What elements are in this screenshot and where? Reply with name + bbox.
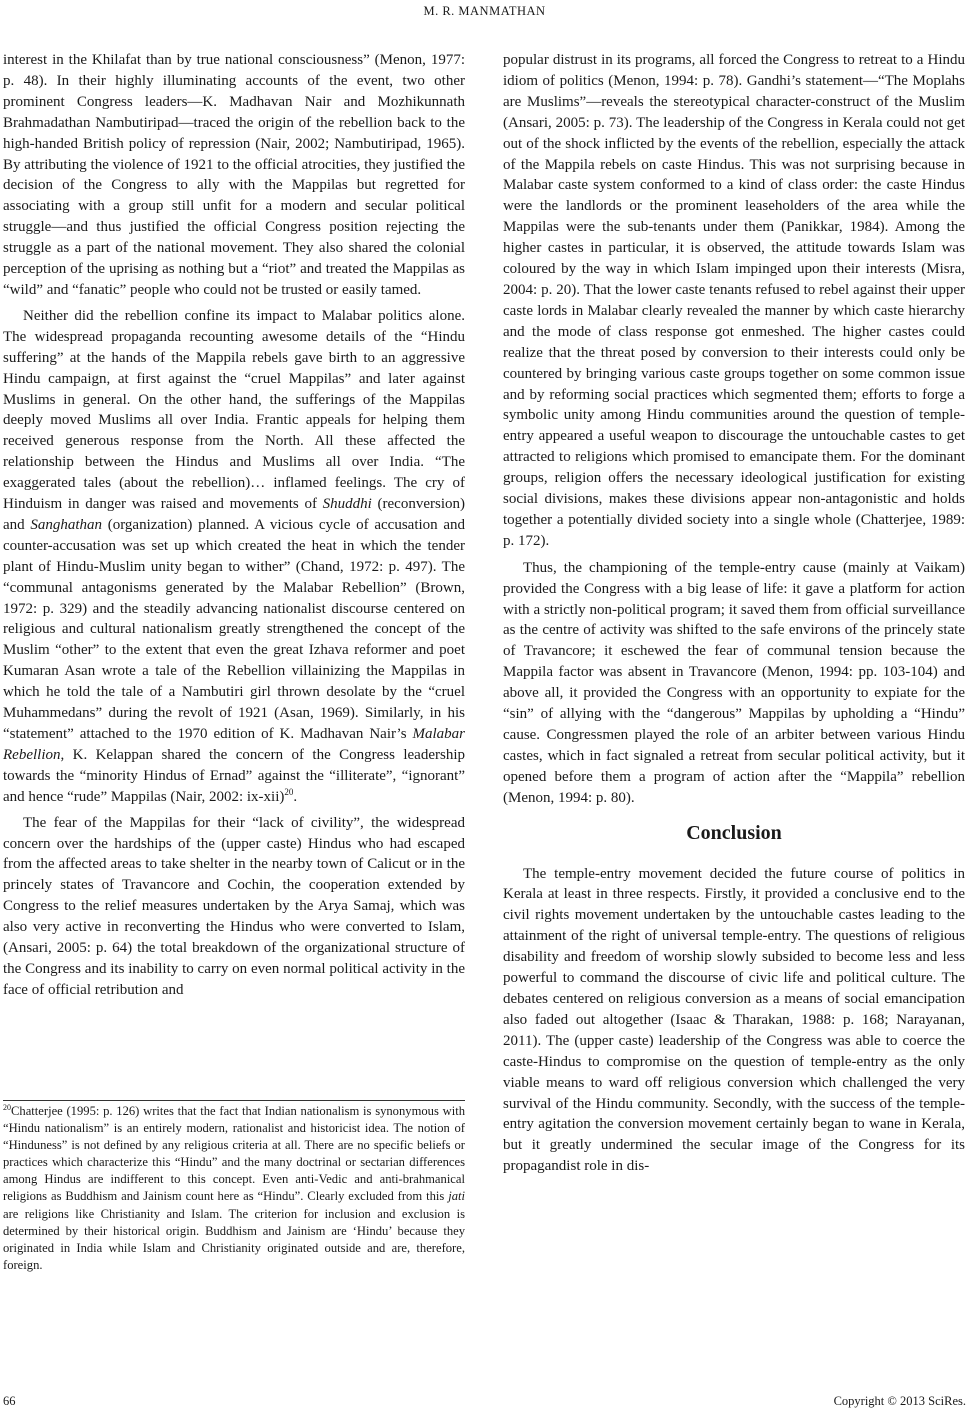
left-column [3,50,465,1001]
page-number: 66 [3,1394,16,1408]
paragraph: Thus, the championing of the temple-entry cause (mainly at Vaikam) provided the Congress with a big lease of life: it gave a platform for action with a strictly non-political program; it saved them from official surveillance as the centre of activity was shifted to the safe environs of the princely state of Travancore; it eschewed the fear of communal tension because the Mappila factor was absent in Travancore (Menon, 1994: pp. 103-104) and above all, it provided the Congress with an opportunity to expiate for the “sin” of allying with the “dangerous” Mappilas by upholding a “Hindu” cause. Congressmen played the role of an arbiter between various Hindu castes, which in fact signaled a retreat from secular political activity, but it opened before them a program of action after the “Mappila” rebellion (Menon, 1994: p. 80). [503,559,965,806]
book-title: Malabar Rebellion [3,726,465,763]
footnote-divider [3,1100,465,1101]
paragraph: The temple-entry movement decided the future course of politics in Kerala at least in three respects. Firstly, it provided a conclusive end to the civil rights movement undertaken by the untouchable castes leading to the attainment of the right of universal temple-entry. The questions of religious disability and freedom of worship slowly subsided to become less and less powerful to command the discourse of civic life and political culture. The debates centered on religious conversion as a means of social emancipation also faded out altogether (Isaac & Tharakan, 1988: p. 168; Narayanan, 2011). The (upper caste) leadership of the Congress was able to coerce the caste-Hindus to compromise on the question of temple-entry as the only viable means to ward off religious conversion which challenged the very survival of the Hindu community. Secondly, with the success of the temple-entry agitation the conversion movement certainly began to wane in Kerala, but it greatly undermined the secular image of the Congress for its propagandist role in dis- [503,865,965,1175]
copyright-notice: Copyright © 2013 SciRes. [833,1394,966,1408]
running-header: M. R. MANMATHAN [423,4,546,18]
section-heading: Conclusion [686,821,782,844]
paragraph: The fear of the Mappilas for their “lack of civility”, the widespread concern over the hardships of the (upper caste) Hindus who had escaped from the affected areas to take shelter in the nearby town of Calicut or in the princely states of Travancore and Cochin, the cooperation extended by Congress to the relief measures undertaken by the Arya Samaj, which was also very active in reconverting the Hindus who were converted to Islam, (Ansari, 2005: p. 64) the total breakdown of the organizational structure of the Congress and its inability to carry on even normal political activity in the face of official retribution and [3,814,465,998]
text-run: . [293,788,298,805]
footnote-number: 20 [3,1102,11,1112]
footnote-reference[interactable]: 20 [284,786,294,797]
text-run: (reconversion) and [3,496,465,533]
italic-term: Sanghathan [30,516,103,533]
text-run: Neither did the rebellion confine its impact to Malabar politics alone. The widespread propaganda recounting awesome details of the “Hindu suffering” at the hands of the Mappila rebels gave birth to an aggressive Hindu campaign, at first against the “cruel Mappilas” and later against Muslims in general. On the other hand, the sufferings of the Mappilas deeply moved Muslims all over India. Frantic appeals for helping them received generous response from the North. All these affected the relationship between the Hindus and Muslims all over India. “The exaggerated tales (about the rebellion)… inflamed feelings. The cry of Hinduism in danger was raised and movements of [3,307,465,513]
paragraph: popular distrust in its programs, all forced the Congress to retreat to a Hindu idiom of politics (Menon, 1994: p. 78). Gandhi’s statement—“The Moplahs are Muslims”—reveals the stereotypical character-construct of the Muslim (Ansari, 2005: p. 73). The leadership of the Congress in Kerala could not get out of the shock inflicted by the events of the rebellion, especially the attack of the Mappila rebels on caste Hindus. This was not surprising because in Malabar caste system conformed to a kind of class order: the caste Hindus were the landlords or the prominent leaseholders of the area while the Mappilas were the sub-tenants under them (Panikkar, 1984). Among the higher castes in particular, it is observed, the attitude towards Islam was coloured by the way in which Islam impinged upon their interests (Misra, 2004: p. 20). That the lower caste tenants refused to rebel against their upper caste lords in Malabar clearly revealed the manner by which caste hierarchy and the mode of class response got enmeshed. The higher castes could realize that the threat posed by conversion to their interests could only be countered by bringing various caste groups together on some common issue and by reforming social practices which segmented them; efforts to forge a symbolic unity among Hindu communities around the question of temple-entry appeared a useful weapon to discourage the untouchable castes to get attracted to religions which promised to emancipate them. For the dominant groups, religion offers the necessary ideological justification for existing social divisions, makes these divisions appear non-antagonistic and holds together a potentially divided society into a single whole (Chatterjee, 1989: p. 172). [503,52,965,549]
text-run: Chatterjee (1995: p. 126) writes that the fact that Indian nationalism is synonymous with “Hindu nationalism” is an entirely modern, rationalist and historicist idea. The notion of “Hinduness” is not defined by any religious criteria at all. There are no specific beliefs or practices which characterize this “Hindu” and the many doctrinal or sectarian differences among Hindus are indifferent to this concept. Even anti-Vedic and anti-brahmanical religions as Buddhism and Jainism count here as “Hindu”. Clearly excluded from this [3,1104,465,1204]
paragraph [3,306,465,808]
paragraph: interest in the Khilafat than by true national consciousness” (Menon, 1977: p. 48). In their highly illuminating accounts of the event, two other prominent Congress leaders—K. Madhavan Nair and Mozhikunnath Brahmadathan Nambutiripad—traced the origin of the rebellion back to the high-handed British policy of repression (Nair, 2002; Nambutiripad, 1965). By attributing the violence of 1921 to the official atrocities, they justified the decision of the Congress to ally with the Mappilas but regretted for associating with a group still unfit for a modern and secular political struggle—and thus justified the official Congress position rejecting the struggle as a part of the national movement. They also shared the colonial perception of the uprising as nothing but a “riot” and treated the Mappilas as “wild” and “fanatic” people who could not be trusted or easily tamed. [3,52,465,298]
right-column [503,50,965,1177]
text-run: (organization) planned. A vicious cycle of accusation and counter-accusation was set up which created the heat in which the tender plant of Hindu-Muslim unity began to wither” (Chand, 1972: p. 497). The “communal antagonisms generated by the Malabar Rebellion” (Brown, 1972: p. 329) and the steadily advancing nationalist discourse centered on religious and cultural nationalism greatly strengthened the concept of the Muslim “other” to the extent that even the great Izhava reformer and poet Kumaran Asan wrote a tale of the Rebellion villainizing the Mappilas in which he told the tale of a Nambutiri girl thrown desolate by the “cruel Muhammedans” during the revolt of 1921 (Asan, 1969). Similarly, in his “statement” attached to the 1970 edition of K. Madhavan Nair’s [3,516,465,742]
italic-term: Shuddhi [322,496,372,513]
text-run: are religions like Christianity and Islam. The criterion for inclusion and exclusion is determined by their historical origin. Buddhism and Jainism are ‘Hindu’ because they originated in India while Islam and Christianity originated outside and are, therefore, foreign. [3,1206,465,1272]
text-run: , K. Kelappan shared the concern of the Congress leadership towards the “minority Hindus of Ernad” against the “illiterate”, “ignorant” and hence “rude” Mappilas (Nair, 2002: ix-xii) [3,746,465,805]
italic-term: jati [448,1189,465,1204]
footnote [3,1103,465,1274]
